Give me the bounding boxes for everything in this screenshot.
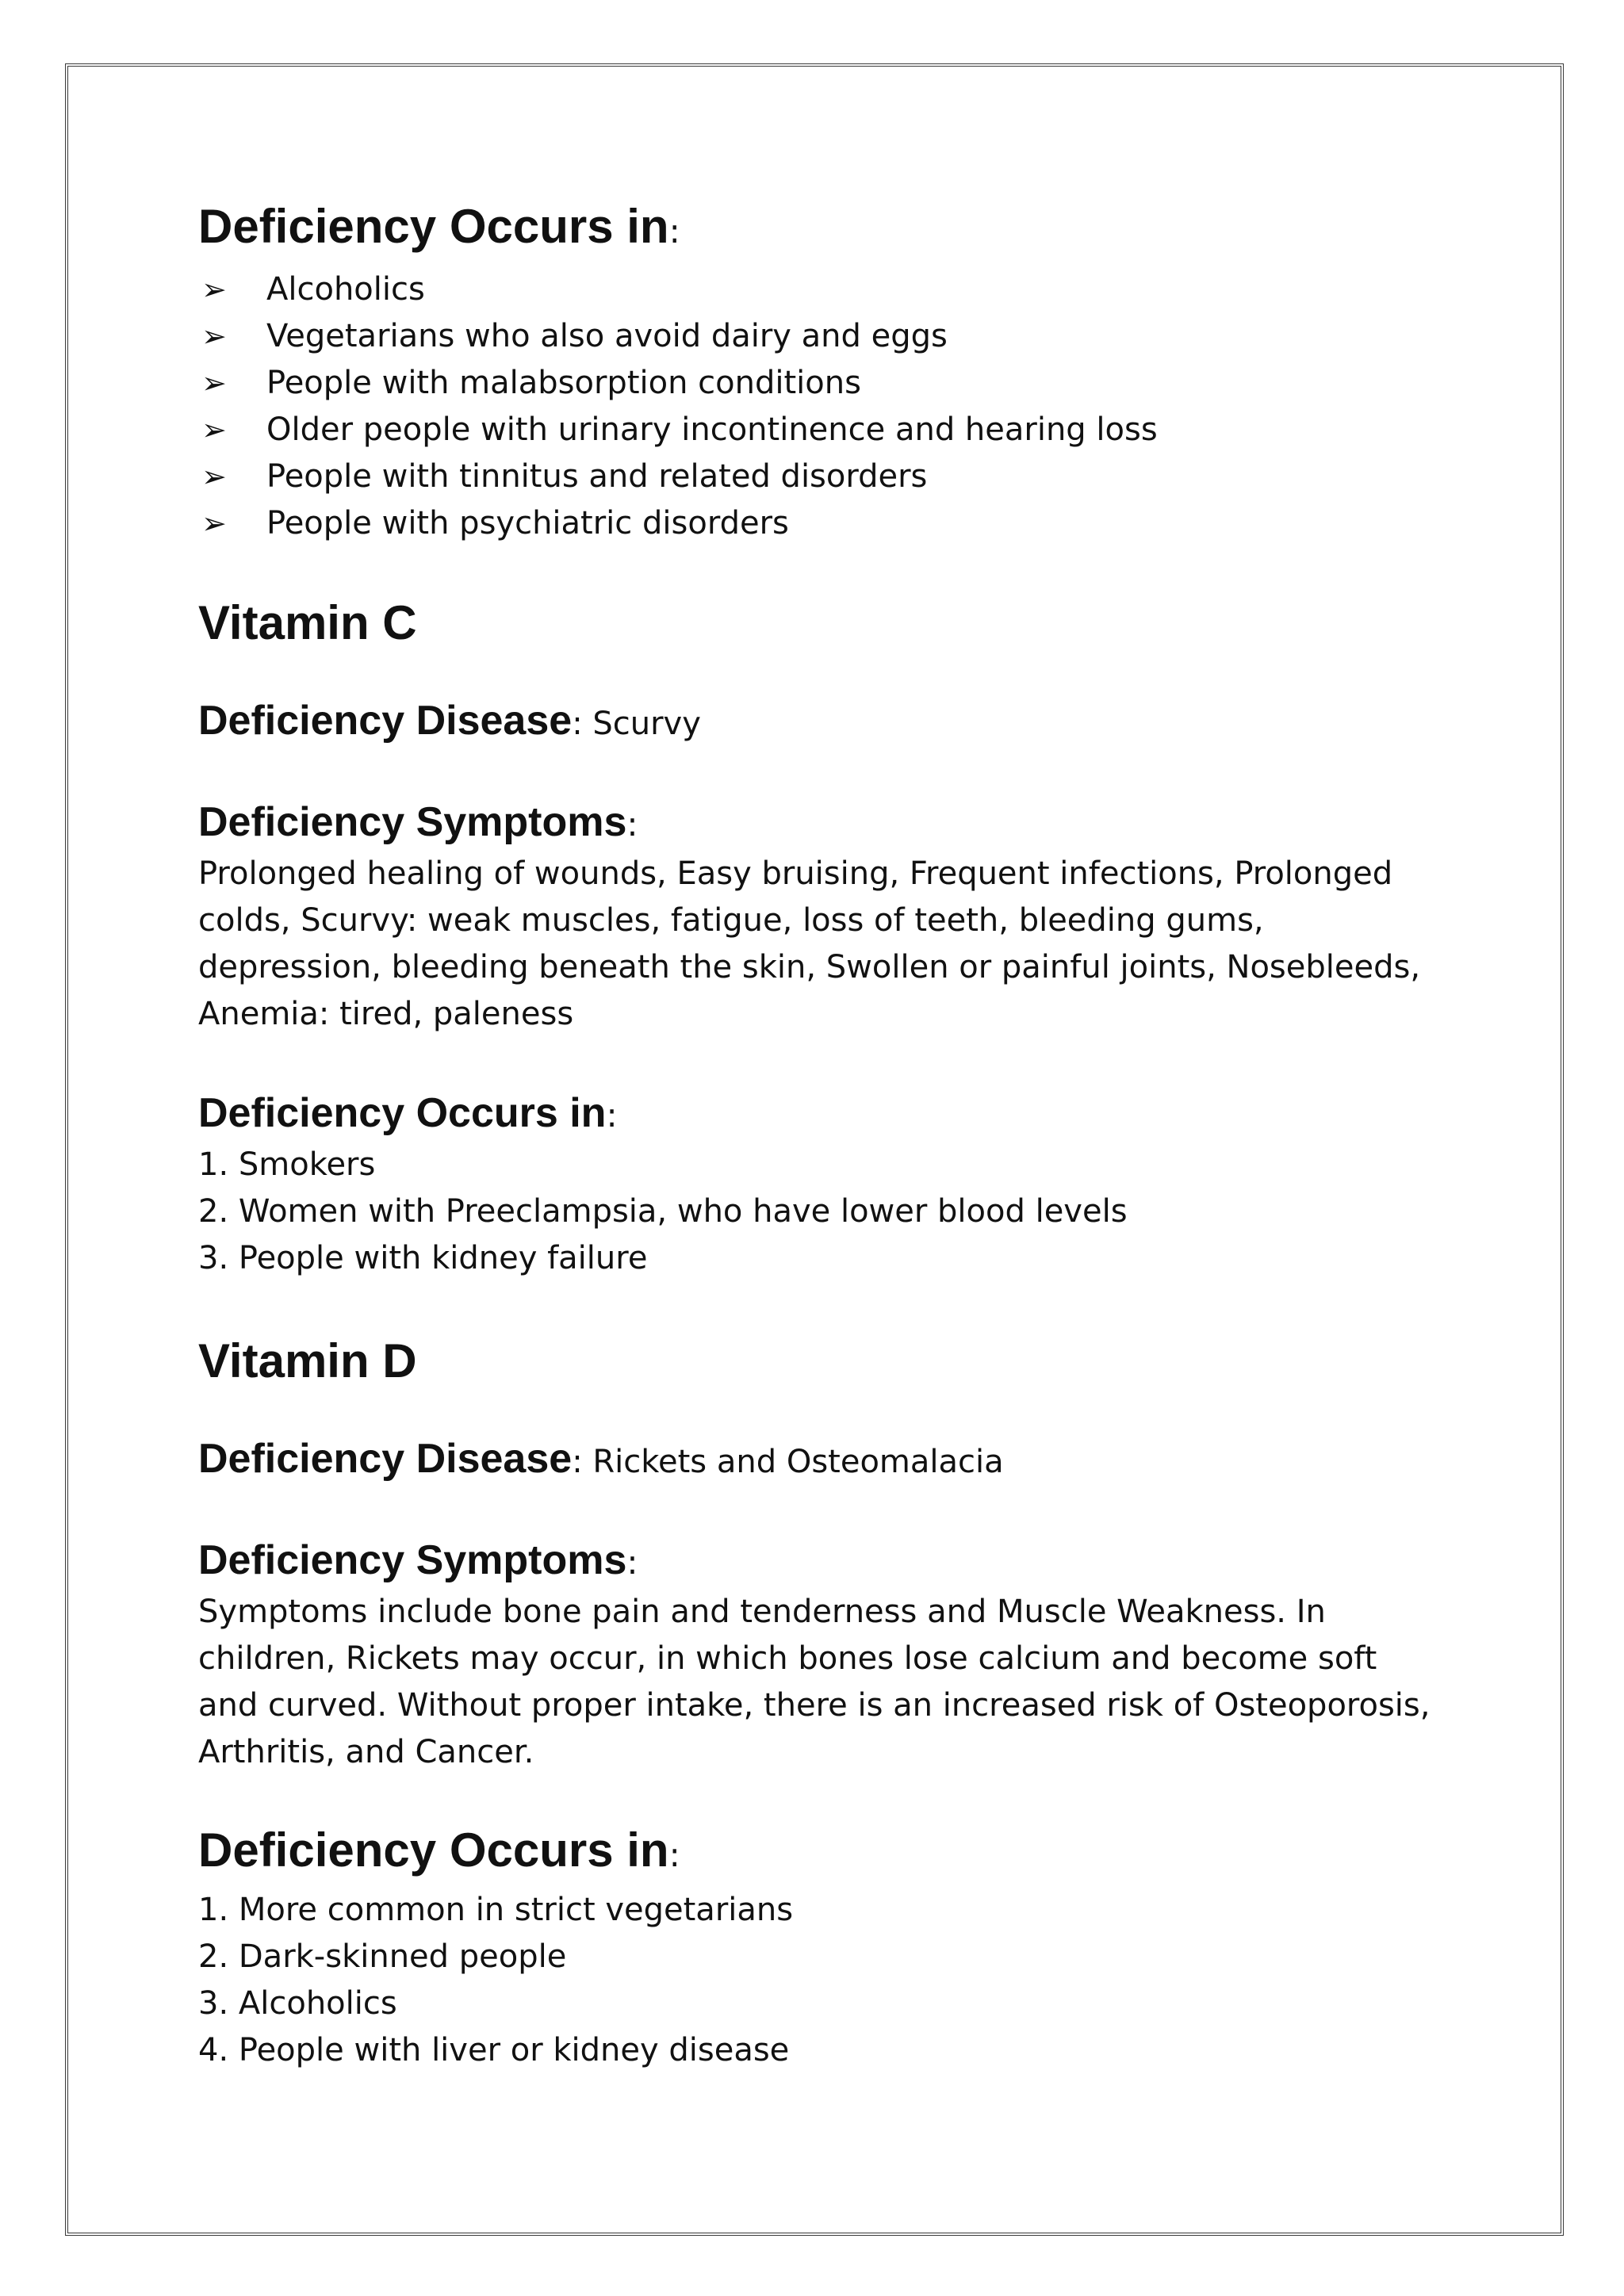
vitamin-d-occurs-list <box>198 1887 1435 2074</box>
vitamin-c-occurs-list <box>198 1142 1435 1282</box>
list-item: ➢ Vegetarians who also avoid dairy and eggs <box>198 313 1435 360</box>
disease-label: Deficiency Disease <box>198 698 573 744</box>
arrowhead-bullet-icon: ➢ <box>201 412 227 447</box>
vitamin-c-disease <box>198 695 1435 750</box>
vitamin-c-symptoms-text: Prolonged healing of wounds, Easy bruising, Frequent infections, Prolonged colds, Scurvy: weak muscles, fatigue, loss of teeth, bleeding gums, depression, bleeding beneath the skin, Swollen or painful joints, Nosebleeds, Anemia: tired, paleness <box>198 855 1421 1032</box>
vitamin-d-occurs-heading <box>198 1819 1435 1887</box>
heading-text: Deficiency Occurs in <box>198 200 669 253</box>
vitamin-d-title: Vitamin D <box>198 1334 417 1387</box>
section-heading-occurs <box>198 195 1435 263</box>
occurs-label: Deficiency Occurs in <box>198 1090 607 1136</box>
vitamin-d-disease <box>198 1433 1435 1488</box>
list-item: 3. People with kidney failure <box>198 1240 648 1276</box>
occurs-colon: : <box>668 1835 680 1874</box>
occurs-colon: : <box>606 1096 618 1135</box>
vitamin-d-symptoms-text: Symptoms include bone pain and tenderness and Muscle Weakness. In children, Rickets may occur, in which bones lose calcium and become soft and curved. Without proper intake, there is an increased risk of Osteoporosis, Arthritis, and Cancer. <box>198 1594 1431 1770</box>
symptoms-colon: : <box>626 805 638 844</box>
vitamin-c-symptoms-heading <box>198 796 1435 851</box>
symptoms-label: Deficiency Symptoms <box>198 1537 627 1583</box>
list-item: ➢ Older people with urinary incontinence and hearing loss <box>198 407 1435 453</box>
disease-value: : Scurvy <box>572 706 701 742</box>
list-item: ➢ People with psychiatric disorders <box>198 500 1435 547</box>
list-item: ➢ People with tinnitus and related disorders <box>198 453 1435 500</box>
arrowhead-bullet-icon: ➢ <box>201 365 227 400</box>
arrowhead-bullet-icon: ➢ <box>201 272 227 307</box>
disease-label: Deficiency Disease <box>198 1436 573 1482</box>
vitamin-c-title: Vitamin C <box>198 596 417 649</box>
list-item: 3. Alcoholics <box>198 1985 397 2022</box>
list-item: 1. Smokers <box>198 1146 376 1183</box>
list-item: ➢ People with malabsorption conditions <box>198 360 1435 407</box>
symptoms-label: Deficiency Symptoms <box>198 799 627 845</box>
arrowhead-bullet-icon: ➢ <box>201 319 227 354</box>
vitamin-d-symptoms-heading <box>198 1534 1435 1589</box>
occurs-list <box>198 266 1435 547</box>
list-item: 4. People with liver or kidney disease <box>198 2032 790 2068</box>
occurs-label: Deficiency Occurs in <box>198 1823 669 1877</box>
list-item: 2. Dark-skinned people <box>198 1938 567 1975</box>
list-item: ➢ Alcoholics <box>198 266 1435 313</box>
list-item: 1. More common in strict vegetarians <box>198 1892 794 1928</box>
symptoms-colon: : <box>626 1543 638 1582</box>
list-item: 2. Women with Preeclampsia, who have lower blood levels <box>198 1193 1128 1230</box>
arrowhead-bullet-icon: ➢ <box>201 459 227 494</box>
heading-colon: : <box>668 212 680 251</box>
vitamin-c-occurs-heading <box>198 1087 1435 1142</box>
disease-value: : Rickets and Osteomalacia <box>572 1444 1004 1480</box>
document-content <box>198 190 1435 2074</box>
arrowhead-bullet-icon: ➢ <box>201 506 227 541</box>
